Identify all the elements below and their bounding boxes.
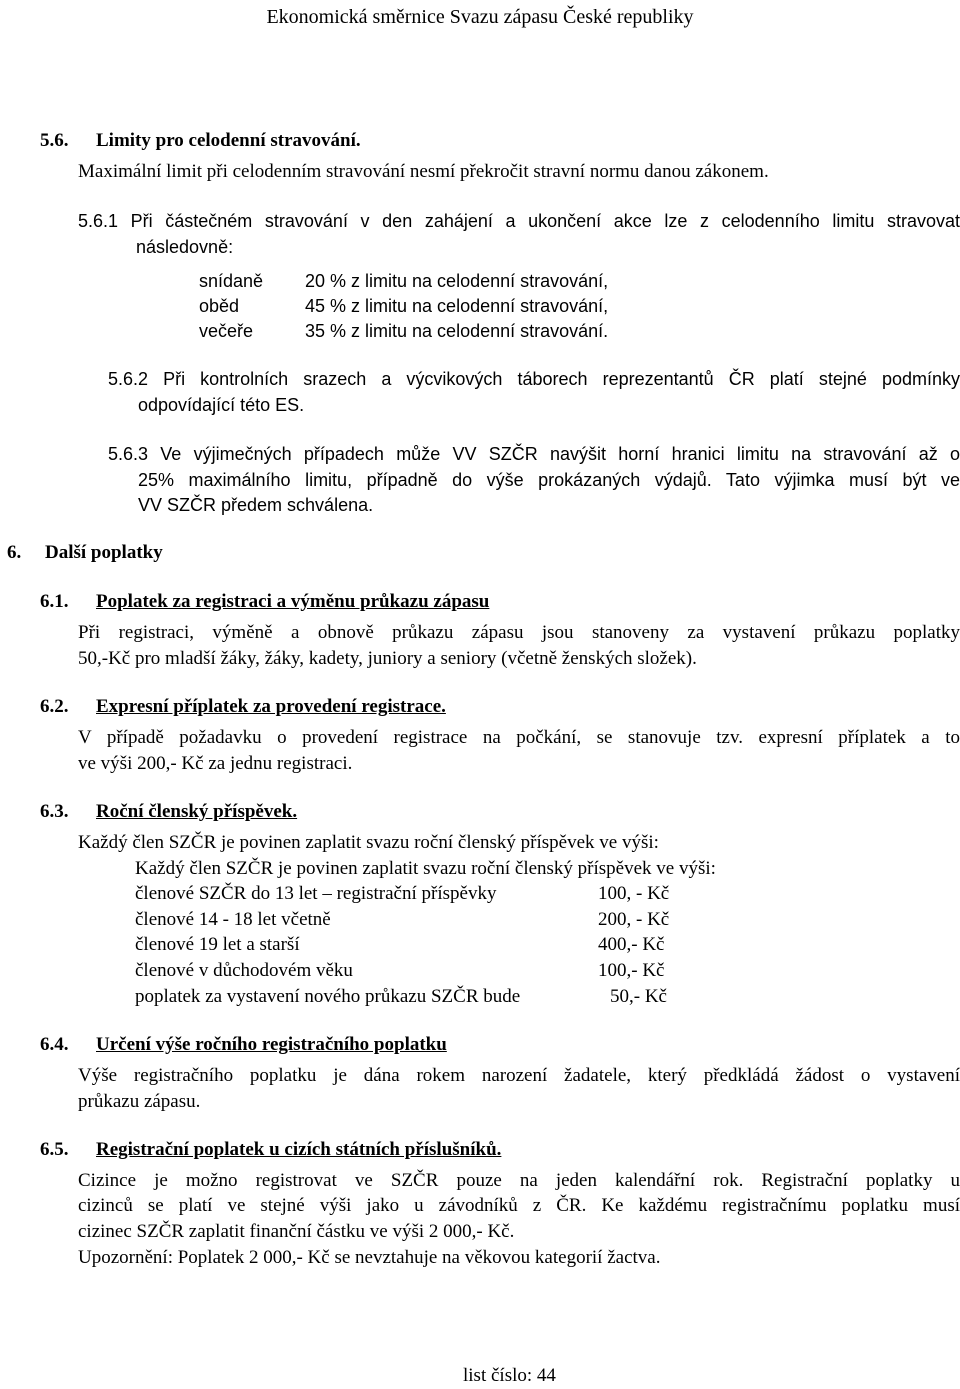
meal-limit-breakfast: 20 % z limitu na celodenní stravování, [305,271,609,291]
fee-label-19-plus: členové 19 let a starší [135,934,300,955]
section-5-6-3-line1: 5.6.3 Ve výjimečných případech může VV SZČR navýšit horní hranici limitu na stravování až o [108,444,960,464]
meal-limit-dinner: 35 % z limitu na celodenní stravování. [305,321,609,341]
section-6-3-line1: Každý člen SZČR je povinen zaplatit svazu roční členský příspěvek ve výši: [78,832,659,853]
meal-name-dinner: večeře [199,321,254,341]
fee-amount-new-card: 50,- Kč [610,986,667,1007]
section-6-1-title: Poplatek za registraci a výměnu průkazu zápasu [96,591,490,612]
section-5-6-3-line2: 25% maximálního limitu, případně do výše prokázaných výdajů. Tato výjimka musí být ve [138,470,960,490]
fee-label-retired: členové v důchodovém věku [135,960,353,981]
fee-amount-19-plus: 400,- Kč [598,934,665,955]
fee-amount-under-13: 100, - Kč [598,883,670,904]
section-5-6-2-line2: odpovídající této ES. [138,395,305,415]
section-6-3-line2: Každý člen SZČR je povinen zaplatit svazu roční členský příspěvek ve výši: [135,858,716,879]
meal-limit-lunch: 45 % z limitu na celodenní stravování, [305,296,609,316]
section-5-6-number: 5.6. [40,130,69,151]
section-6-5-line2: cizinců se platí ve stejné výši jako u závodníků z ČR. Ke každému registračnímu poplatku musí [78,1195,960,1216]
meal-name-lunch: oběd [199,296,240,316]
section-6-number: 6. [7,542,22,563]
fee-label-under-13: členové SZČR do 13 let – registrační příspěvky [135,883,497,904]
section-6-1-number: 6.1. [40,591,69,612]
section-6-5-title: Registrační poplatek u cizích státních příslušníků. [96,1139,502,1160]
section-6-2-line2: ve výši 200,- Kč za jednu registraci. [78,753,353,774]
section-6-5-line4: Upozornění: Poplatek 2 000,- Kč se nevztahuje na věkovou kategorií žactva. [78,1247,661,1268]
section-6-2-number: 6.2. [40,696,69,717]
section-6-3-number: 6.3. [40,801,69,822]
section-6-1-line1: Při registraci, výměně a obnově průkazu zápasu jsou stanoveny za vystavení průkazu poplatky [78,622,960,643]
section-6-4-line2: průkazu zápasu. [78,1091,201,1112]
fee-label-new-card: poplatek za vystavení nového průkazu SZČR bude [135,986,521,1007]
section-6-5-line1: Cizince je možno registrovat ve SZČR pouze na jeden kalendářní rok. Registrační poplatky u [78,1170,960,1191]
section-5-6-text: Maximální limit při celodenním stravování nesmí překročit stravní normu danou zákonem. [78,161,769,182]
section-5-6-1-line1: 5.6.1 Při částečném stravování v den zahájení a ukončení akce lze z celodenního limitu stravovat [78,211,960,231]
section-6-4-number: 6.4. [40,1034,69,1055]
section-6-2-line1: V případě požadavku o provedení registrace na počkání, se stanovuje tzv. expresní příplatek a to [78,727,960,748]
section-6-4-title: Určení výše ročního registračního poplatku [96,1034,447,1055]
section-6-4-line1: Výše registračního poplatku je dána rokem narození žadatele, který předkládá žádost o vystavení [78,1065,960,1086]
page-header: Ekonomická směrnice Svazu zápasu České republiky [266,6,694,28]
meal-name-breakfast: snídaně [199,271,264,291]
section-6-2-title: Expresní příplatek za provedení registrace. [96,696,446,717]
section-5-6-1-line2: následovně: [136,237,234,257]
section-6-5-number: 6.5. [40,1139,69,1160]
fee-label-14-18: členové 14 - 18 let včetně [135,909,331,930]
section-5-6-title: Limity pro celodenní stravování. [96,130,361,151]
section-6-1-line2: 50,-Kč pro mladší žáky, žáky, kadety, juniory a seniory (včetně ženských složek). [78,648,697,669]
fee-amount-14-18: 200, - Kč [598,909,670,930]
section-6-title: Další poplatky [45,542,163,563]
section-6-5-line3: cizinec SZČR zaplatit finanční částku ve výši 2 000,- Kč. [78,1221,515,1242]
section-5-6-2-line1: 5.6.2 Při kontrolních srazech a výcvikových táborech reprezentantů ČR platí stejné podmínky [108,369,960,389]
section-5-6-3-line3: VV SZČR předem schválena. [138,495,374,515]
section-6-3-title: Roční členský příspěvek. [96,801,298,822]
page-number: list číslo: 44 [463,1365,556,1386]
fee-amount-retired: 100,- Kč [598,960,665,981]
